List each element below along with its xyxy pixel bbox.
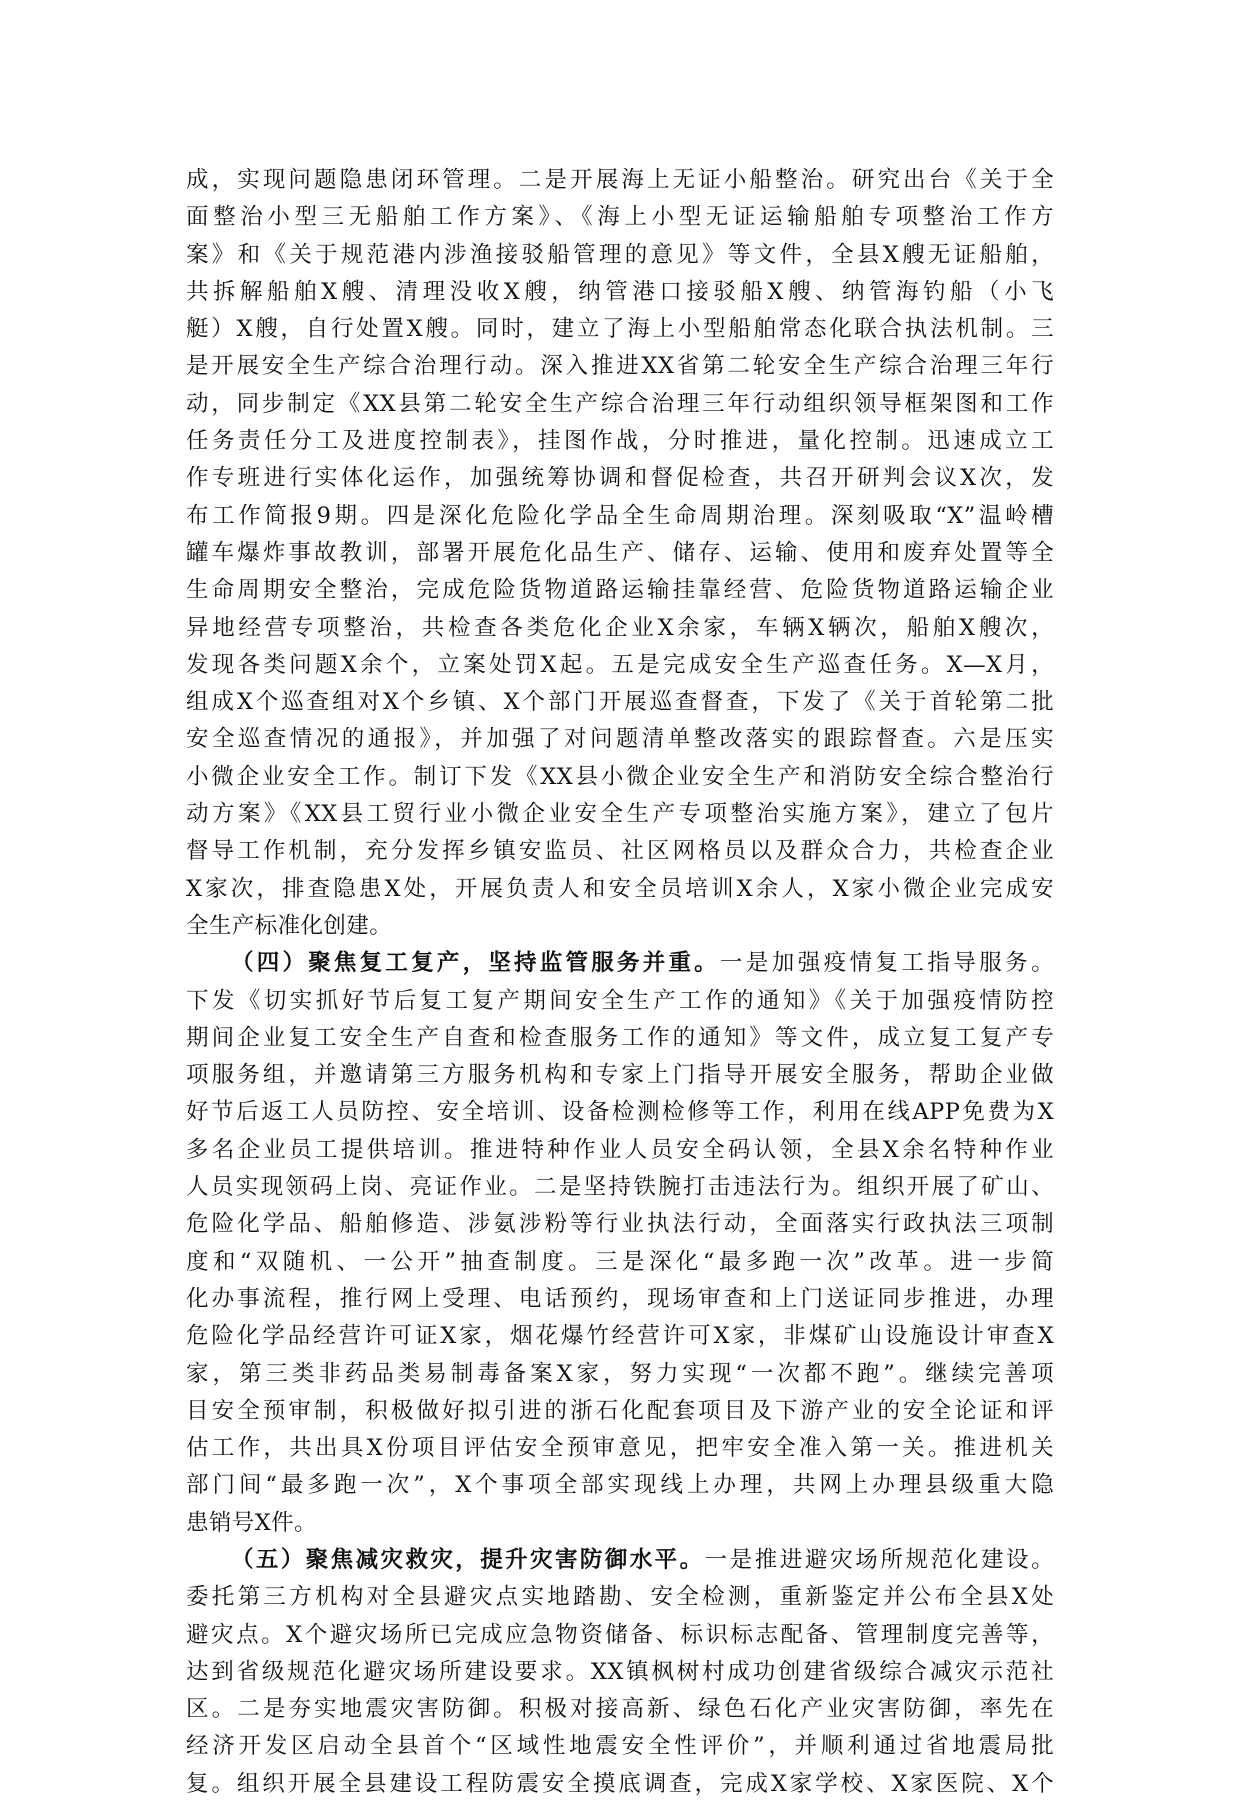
- text-line: 组成X个巡查组对X个乡镇、X个部门开展巡查督查，下发了《关于首轮第二批: [186, 689, 1054, 716]
- text-run: 一是加强疫情复工指导服务。: [719, 950, 1054, 977]
- text-line: 部门间“最多跑一次”，X个事项全部实现线上办理，共网上办理县级重大隐: [186, 1472, 1054, 1499]
- text-line: 复。组织开展全县建设工程防震安全摸底调查，完成X家学校、X家医院、X个: [186, 1770, 1054, 1797]
- text-line: X家次，排查隐患X处，开展负责人和安全员培训X余人，X家小微企业完成安: [186, 875, 1054, 902]
- text-line: 督导工作机制，充分发挥乡镇安监员、社区网格员以及群众合力，共检查企业: [186, 838, 1054, 865]
- text-line: 项服务组，并邀请第三方服务机构和专家上门指导开展安全服务，帮助企业做: [186, 1062, 1054, 1089]
- text-line: 多名企业员工提供培训。推进特种作业人员安全码认领，全县X余名特种作业: [186, 1136, 1054, 1163]
- text-line: 异地经营专项整治，共检查各类危化企业X余家，车辆X辆次，船舶X艘次，: [186, 614, 1054, 641]
- paragraph-2: [186, 945, 1054, 1542]
- paragraph-1: [186, 162, 1054, 945]
- text-line: 下发《切实抓好节后复工复产期间安全生产工作的通知》《关于加强疫情防控: [186, 987, 1054, 1014]
- text-line: 布工作简报9期。四是深化危险化学品全生命周期治理。深刻吸取“X”温岭槽: [186, 502, 1054, 529]
- text-line: 动方案》《XX县工贸行业小微企业安全生产专项整治实施方案》，建立了包片: [186, 801, 1054, 828]
- text-line: 罐车爆炸事故教训，部署开展危化品生产、储存、运输、使用和废弃处置等全: [186, 539, 1054, 566]
- text-line: 委托第三方机构对全县避灾点实地踏勘、安全检测，重新鉴定并公布全县X处: [186, 1584, 1054, 1611]
- text-line: 面整治小型三无船舶工作方案》、《海上小型无证运输船舶专项整治工作方: [186, 204, 1054, 231]
- document-page: [186, 162, 1054, 1803]
- text-line: 是开展安全生产综合治理行动。深入推进XX省第二轮安全生产综合治理三年行: [186, 353, 1054, 380]
- text-line: 任务责任分工及进度控制表》，挂图作战，分时推进，量化控制。迅速成立工: [186, 428, 1054, 455]
- paragraph-3: [186, 1542, 1054, 1803]
- text-line: 区。二是夯实地震灾害防御。积极对接高新、绿色石化产业灾害防御，率先在: [186, 1696, 1054, 1723]
- text-line: 成，实现问题隐患闭环管理。二是开展海上无证小船整治。研究出台《关于全: [186, 167, 1054, 193]
- text-line: 全生产标准化创建。: [186, 912, 393, 939]
- text-run: 一是推进避灾场所规范化建设。: [704, 1546, 1054, 1573]
- section-heading-4: （四）聚焦复工复产，坚持监管服务并重。: [231, 950, 720, 977]
- text-line: 人员实现领码上岗、亮证作业。二是坚持铁腕打击违法行为。组织开展了矿山、: [186, 1174, 1054, 1201]
- text-line: 经济开发区启动全县首个“区域性地震安全性评价”，并顺利通过省地震局批: [186, 1733, 1054, 1760]
- text-line: 发现各类问题X余个，立案处罚X起。五是完成安全生产巡查任务。X—X月，: [186, 651, 1054, 678]
- text-line: 危险化学品经营许可证X家，烟花爆竹经营许可X家，非煤矿山设施设计审查X: [186, 1323, 1054, 1350]
- text-line: 化办事流程，推行网上受理、电话预约，现场审查和上门送证同步推进，办理: [186, 1285, 1054, 1312]
- text-line: 期间企业复工安全生产自查和检查服务工作的通知》等文件，成立复工复产专: [186, 1024, 1054, 1051]
- text-line: 艇）X艘，自行处置X艘。同时，建立了海上小型船舶常态化联合执法机制。三: [186, 316, 1054, 343]
- text-line: 患销号X件。: [186, 1509, 317, 1536]
- text-line: 好节后返工人员防控、安全培训、设备检测检修等工作，利用在线APP免费为X: [186, 1099, 1054, 1126]
- section-heading-5: （五）聚焦减灾救灾，提升灾害防御水平。: [231, 1546, 705, 1573]
- text-line: 共拆解船舶X艘、清理没收X艘，纳管港口接驳船X艘、纳管海钓船（小飞: [186, 278, 1054, 305]
- text-line: 避灾点。X个避灾场所已完成应急物资储备、标识标志配备、管理制度完善等，: [186, 1621, 1054, 1648]
- text-line: 目安全预审制，积极做好拟引进的浙石化配套项目及下游产业的安全论证和评: [186, 1397, 1054, 1424]
- text-line: 达到省级规范化避灾场所建设要求。XX镇枫树村成功创建省级综合减灾示范社: [186, 1658, 1054, 1685]
- section-heading-line: [186, 945, 1054, 982]
- text-line: 生命周期安全整治，完成危险货物道路运输挂靠经营、危险货物道路运输企业: [186, 577, 1054, 604]
- text-line: 作专班进行实体化运作，加强统筹协调和督促检查，共召开研判会议X次，发: [186, 465, 1054, 492]
- text-line: 案》和《关于规范港内涉渔接驳船管理的意见》等文件，全县X艘无证船舶，: [186, 241, 1054, 268]
- text-line: 危险化学品、船舶修造、涉氨涉粉等行业执法行动，全面落实行政执法三项制: [186, 1211, 1054, 1238]
- section-heading-line: [186, 1542, 1054, 1579]
- text-line: 安全巡查情况的通报》，并加强了对问题清单整改落实的跟踪督查。六是压实: [186, 726, 1054, 753]
- text-line: 动，同步制定《XX县第二轮安全生产综合治理三年行动组织领导框架图和工作: [186, 390, 1054, 417]
- text-line: 估工作，共出具X份项目评估安全预审意见，把牢安全准入第一关。推进机关: [186, 1435, 1054, 1462]
- text-line: 度和“双随机、一公开”抽查制度。三是深化“最多跑一次”改革。进一步简: [186, 1248, 1054, 1275]
- text-line: 家，第三类非药品类易制毒备案X家，努力实现“一次都不跑”。继续完善项: [186, 1360, 1054, 1387]
- text-line: 小微企业安全工作。制订下发《XX县小微企业安全生产和消防安全综合整治行: [186, 763, 1054, 790]
